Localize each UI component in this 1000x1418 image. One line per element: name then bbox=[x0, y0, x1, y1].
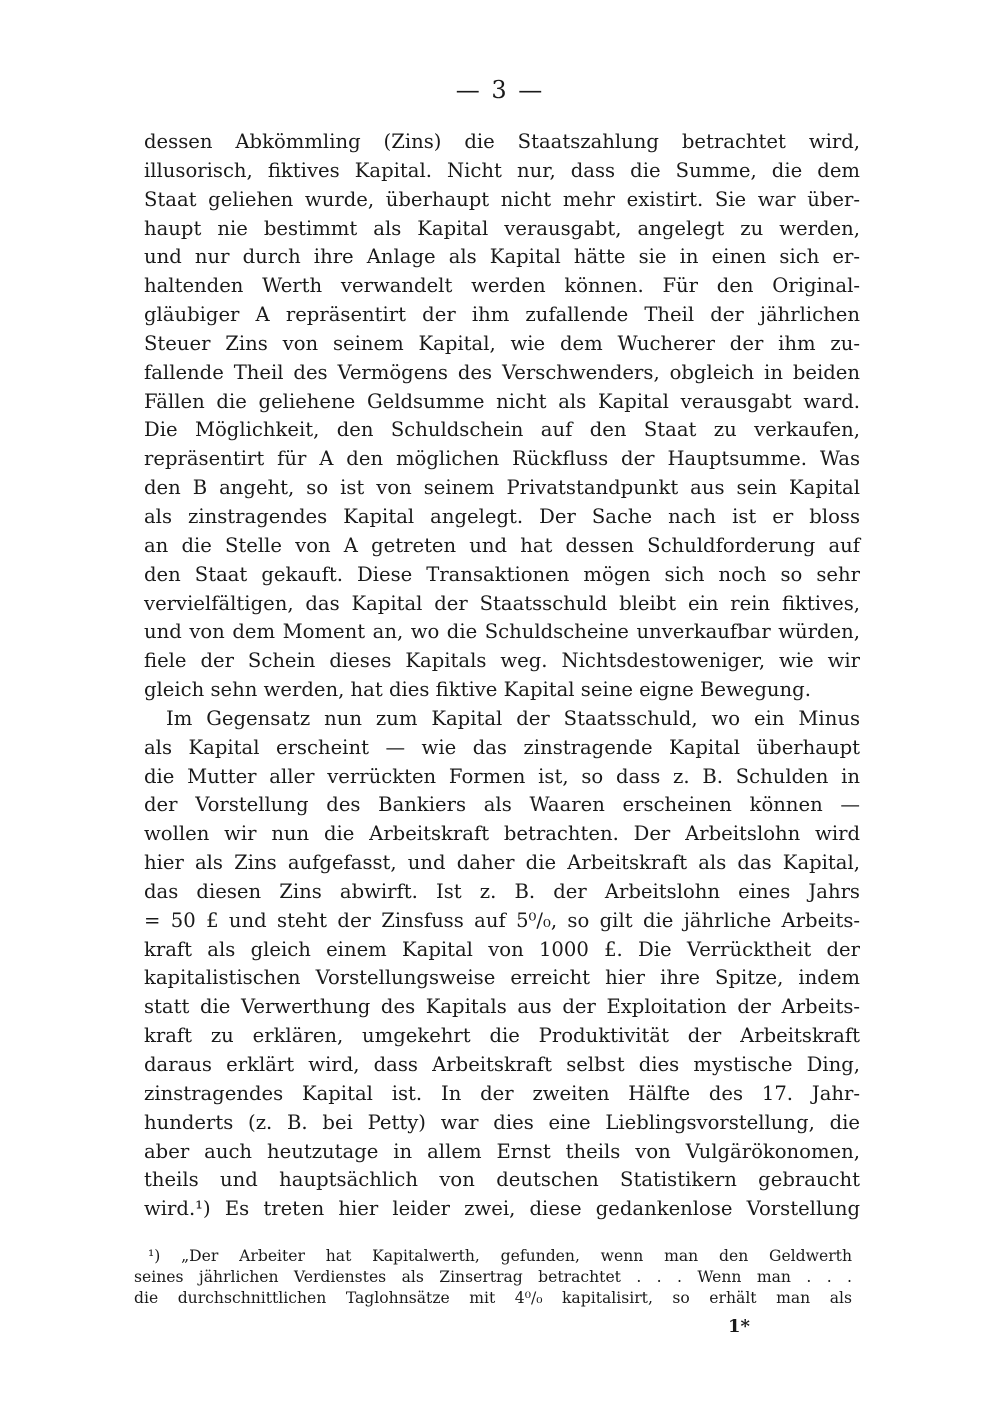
text-line: hier als Zins aufgefasst, und daher die Arbeitskraft als das Kapital, bbox=[144, 851, 860, 875]
text-line: wollen wir nun die Arbeitskraft betrachten. Der Arbeitslohn wird bbox=[144, 822, 860, 846]
text-line: und nur durch ihre Anlage als Kapital hätte sie in einen sich er- bbox=[144, 245, 860, 269]
text-line: haupt nie bestimmt als Kapital verausgabt, angelegt zu werden, bbox=[144, 216, 860, 240]
text-line: an die Stelle von A getreten und hat dessen Schuldforderung auf bbox=[144, 533, 860, 557]
text-line: vervielfältigen, das Kapital der Staatsschuld bleibt ein rein fiktives, bbox=[144, 591, 860, 615]
text-line: wird.¹) Es treten hier leider zwei, diese gedankenlose Vorstellung bbox=[144, 1197, 860, 1221]
text-line: fallende Theil des Vermögens des Verschwenders, obgleich in beiden bbox=[144, 360, 860, 384]
text-line: Staat geliehen wurde, überhaupt nicht mehr existirt. Sie war über- bbox=[144, 187, 860, 211]
text-line: als zinstragendes Kapital angelegt. Der Sache nach ist er bloss bbox=[144, 504, 860, 528]
text-line: Fällen die geliehene Geldsumme nicht als Kapital verausgabt ward. bbox=[144, 389, 860, 413]
text-line: statt die Verwerthung des Kapitals aus der Exploitation der Arbeits- bbox=[144, 995, 860, 1019]
text-line: Steuer Zins von seinem Kapital, wie dem Wucherer der ihm zu- bbox=[144, 331, 860, 355]
text-line: den Staat gekauft. Diese Transaktionen mögen sich noch so sehr bbox=[144, 562, 860, 586]
text-line: zinstragendes Kapital ist. In der zweiten Hälfte des 17. Jahr- bbox=[144, 1081, 860, 1105]
text-line: kapitalistischen Vorstellungsweise erreicht hier ihre Spitze, indem bbox=[144, 966, 860, 990]
text-line: haltenden Werth verwandelt werden können. Für den Original- bbox=[144, 274, 860, 298]
text-line: gleich sehn werden, hat dies fiktive Kapital seine eigne Bewegung. bbox=[144, 678, 811, 702]
text-line: illusorisch, fiktives Kapital. Nicht nur, dass die Summe, die dem bbox=[144, 158, 860, 182]
signature-mark: 1* bbox=[728, 1316, 750, 1337]
paragraph-start-line: Im Gegensatz nun zum Kapital der Staatsschuld, wo ein Minus bbox=[166, 706, 860, 730]
text-line: gläubiger A repräsentirt der ihm zufallende Theil der jährlichen bbox=[144, 303, 860, 327]
text-line: repräsentirt für A den möglichen Rückfluss der Hauptsumme. Was bbox=[144, 447, 860, 471]
text-line: das diesen Zins abwirft. Ist z. B. der Arbeitslohn eines Jahrs bbox=[144, 879, 860, 903]
text-line: als Kapital erscheint — wie das zinstragende Kapital überhaupt bbox=[144, 735, 860, 759]
footnote-line: ¹) „Der Arbeiter hat Kapitalwerth, gefunden, wenn man den Geldwerth bbox=[148, 1247, 852, 1265]
text-line: daraus erklärt wird, dass Arbeitskraft selbst dies mystische Ding, bbox=[144, 1053, 860, 1076]
text-line: die Mutter aller verrückten Formen ist, so dass z. B. Schulden in bbox=[144, 764, 860, 788]
text-line: fiele der Schein dieses Kapitals weg. Nichtsdestoweniger, wie wir bbox=[144, 649, 860, 673]
body-text bbox=[144, 128, 860, 1224]
footnote-line: seines jährlichen Verdienstes als Zinsertrag betrachtet . . . Wenn man . . . bbox=[134, 1268, 852, 1286]
page-number: — 3 — bbox=[455, 76, 545, 104]
text-line: und von dem Moment an, wo die Schuldscheine unverkaufbar würden, bbox=[144, 620, 860, 644]
text-line: den B angeht, so ist von seinem Privatstandpunkt aus sein Kapital bbox=[144, 476, 860, 500]
text-line: kraft zu erklären, umgekehrt die Produktivität der Arbeitskraft bbox=[144, 1024, 860, 1048]
text-line: hunderts (z. B. bei Petty) war dies eine Lieblingsvorstellung, die bbox=[144, 1110, 860, 1134]
footnote bbox=[134, 1246, 852, 1309]
footnote-line: die durchschnittlichen Taglohnsätze mit 4⁰/₀ kapitalisirt, so erhält man als bbox=[134, 1289, 852, 1307]
text-line: der Vorstellung des Bankiers als Waaren erscheinen können — bbox=[144, 793, 860, 817]
text-line: theils und hauptsächlich von deutschen Statistikern gebraucht bbox=[144, 1168, 860, 1192]
text-line: Die Möglichkeit, den Schuldschein auf den Staat zu verkaufen, bbox=[144, 418, 860, 442]
text-line: dessen Abkömmling (Zins) die Staatszahlung betrachtet wird, bbox=[144, 130, 860, 153]
text-line: aber auch heutzutage in allem Ernst theils von Vulgärökonomen, bbox=[144, 1139, 860, 1163]
text-line: = 50 £ und steht der Zinsfuss auf 5⁰/₀, so gilt die jährliche Arbeits- bbox=[144, 908, 860, 932]
text-line: kraft als gleich einem Kapital von 1000 £. Die Verrücktheit der bbox=[144, 937, 860, 961]
